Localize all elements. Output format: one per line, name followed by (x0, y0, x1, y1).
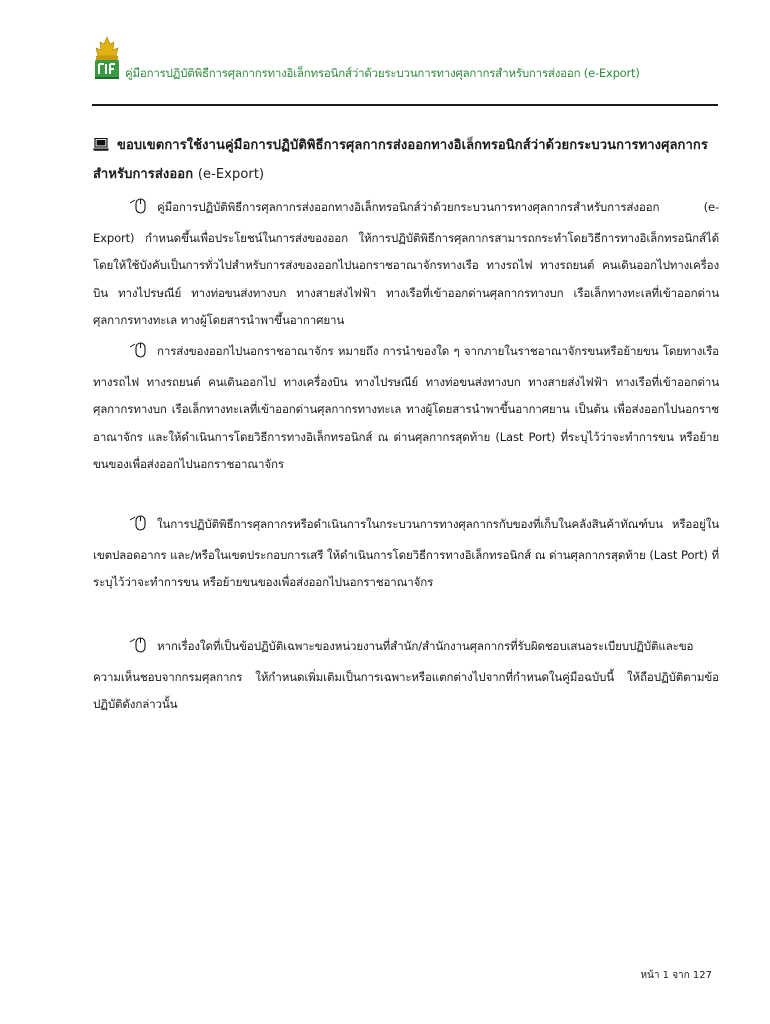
section-heading (93, 132, 718, 188)
paragraph-bonded-warehouse (93, 511, 719, 597)
paragraph-text: หากเรื่องใดที่เป็นข้อปฏิบัติเฉพาะของหน่วยงานที่สำนัก/สำนักงานศุลกากรที่รับผิดชอบเสนอระเบียบปฏิบัติและขอความเห็นชอบจากกรมศุลกากร ให้กำหนดเพิ่มเติมเป็นการเฉพาะหรือแตกต่างไปจากที่กำหนดในคู่มือฉบับนี้ ให้ถือปฏิบัติตามข้อปฏิบัติดังกล่าวนั้น (93, 639, 719, 711)
section-heading-text: ขอบเขตการใช้งานคู่มือการปฏิบัติพิธีการศุลกากรส่งออกทางอิเล็กทรอนิกส์ว่าด้วยกระบวนการทางศุลกากรสำหรับการส่งออก (93, 138, 708, 182)
paragraph-text: คู่มือการปฏิบัติพิธีการศุลกากรส่งออกทางอิเล็กทรอนิกส์ว่าด้วยกระบวนการทางศุลกากรสำหรับการส่งออก (e-Export) กำหนดขึ้นเพื่อประโยชน์ในการส่งของออก ให้การปฏิบัติพิธีการศุลกากรสามารถกระทำโดยวิธีการทางอิเล็กทรอนิกส์ได้ โดยให้ใช้บังคับเป็นการทั่วไปสำหรับการส่งของออกไปนอกราชอาณาจักรทางเรือ ทางรถไฟ ทางรถยนต์ คนเดินออกไปทางเครื่องบิน ทางไปรษณีย์ ทางท่อขนส่งทางบก ทางสายส่งไฟฟ้า ทางเรือที่เข้าออกด่านศุลกากรทางบก เรือเล็กทางทะเลที่เข้าออกด่านศุลกากรทางทะเล ทางผู้โดยสารนำพาขึ้นอากาศยาน (93, 200, 719, 327)
mouse-icon (129, 636, 149, 664)
page-number: หน้า 1 จาก 127 (640, 970, 712, 981)
paragraph-definition (93, 338, 719, 479)
document-title: คู่มือการปฏิบัติพิธีการศุลกากรทางอิเล็กทรอนิกส์ว่าด้วยระบวนการทางศุลกากรสำหรับการส่งออก (e-Export) (125, 66, 640, 80)
mouse-icon (129, 197, 149, 225)
paragraph-specific-rules (93, 633, 719, 719)
paragraph-scope (93, 194, 719, 335)
mouse-icon (129, 341, 149, 369)
section-heading-suffix: (e-Export) (197, 167, 265, 182)
header-divider (92, 104, 718, 106)
mouse-icon (129, 514, 149, 542)
paragraph-text: การส่งของออกไปนอกราชอาณาจักร หมายถึง การนำของใด ๆ จากภายในราชอาณาจักรขนหรือย้ายขน โดยทางเรือ ทางรถไฟ ทางรถยนต์ คนเดินออกไป ทางเครื่องบิน ทางไปรษณีย์ ทางท่อขนส่งทางบก ทางสายส่งไฟฟ้า ทางเรือที่เข้าออกด่านศุลกากรทางบก เรือเล็กทางทะเลที่เข้าออกด่านศุลกากรทางทะเล ทางผู้โดยสารนำพาขึ้นอากาศยาน เป็นต้น เพื่อส่งออกไปนอกราชอาณาจักร และให้ดำเนินการโดยวิธีการทางอิเล็กทรอนิกส์ ณ ด่านศุลกากรสุดท้าย (Last Port) ที่ระบุไว้ว่าจะทำการขน หรือย้ายขนของเพื่อส่งออกไปนอกราชอาณาจักร (93, 344, 719, 471)
customs-emblem-icon (92, 36, 122, 80)
page-header (92, 36, 718, 106)
paragraph-text: ในการปฏิบัติพิธีการศุลกากรหรือดำเนินการในกระบวนการทางศุลกากรกับของที่เก็บในคลังสินค้าทัณฑ์บน หรืออยู่ในเขตปลอดอากร และ/หรือในเขตประกอบการเสรี ให้ดำเนินการโดยวิธีการทางอิเล็กทรอนิกส์ ณ ด่านศุลกากรสุดท้าย (Last Port) ที่ระบุไว้ว่าจะทำการขน หรือย้ายขนของเพื่อส่งออกไปนอกราชอาณาจักร (93, 517, 719, 589)
laptop-icon (93, 134, 109, 161)
